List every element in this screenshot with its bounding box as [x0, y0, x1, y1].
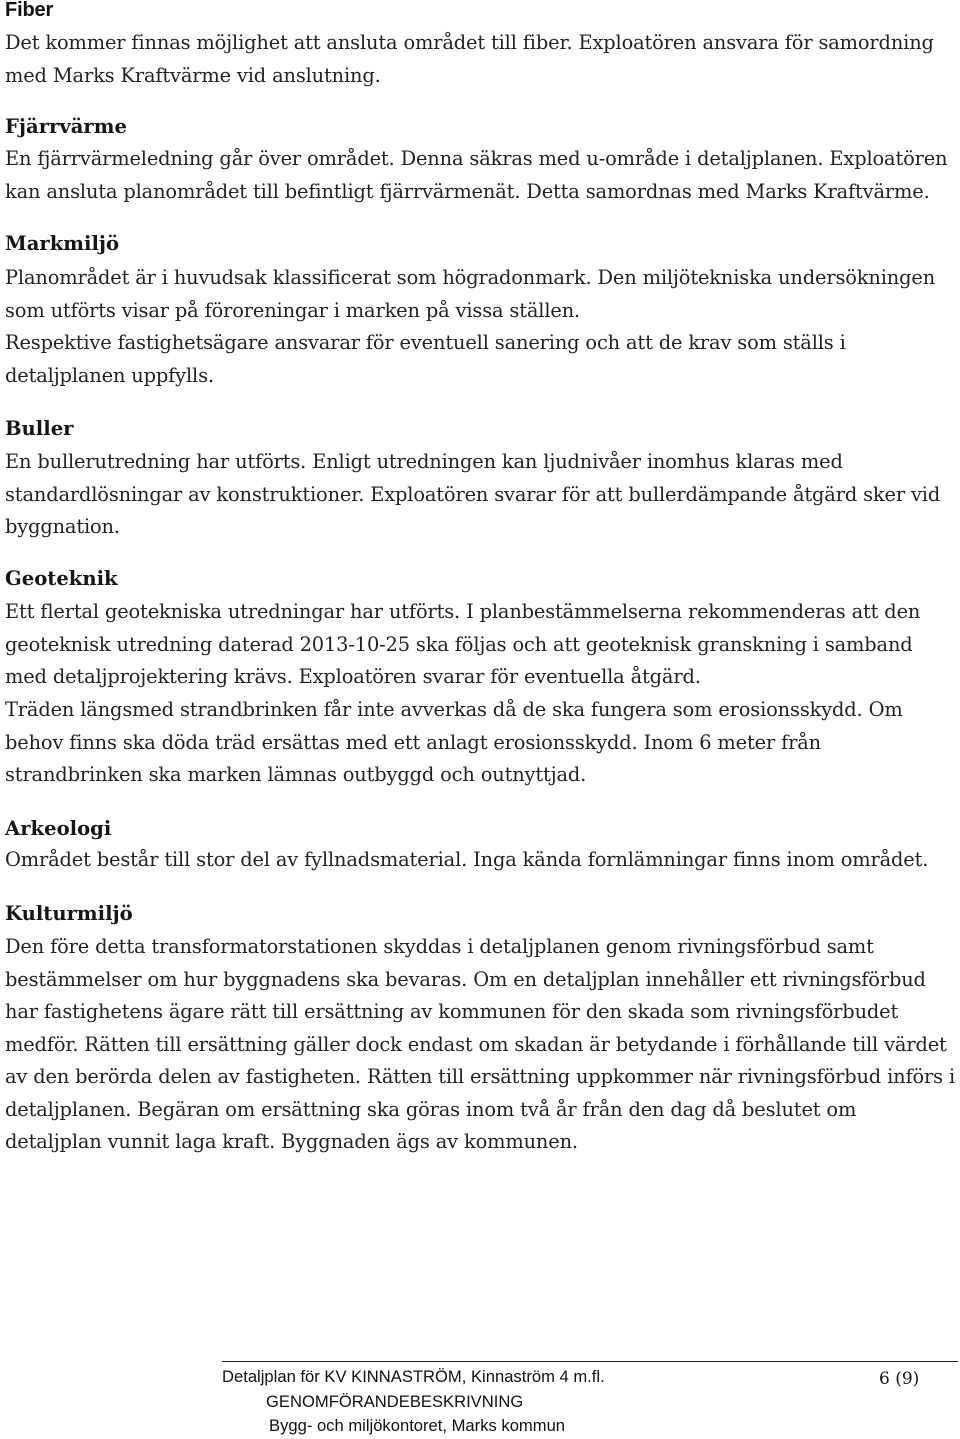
heading-fiber: Fiber — [5, 0, 54, 21]
footer-plan-title: Detaljplan för KV KINNASTRÖM, Kinnaström 4 m.fl. — [222, 1367, 605, 1386]
footer-document-type: GENOMFÖRANDEBESKRIVNING — [266, 1392, 524, 1411]
heading-kulturmiljo: Kulturmiljö — [5, 902, 133, 925]
paragraph-buller: En bullerutredning har utförts. Enligt utredningen kan ljudnivåer inomhus klaras med standardlösningar av konstruktioner. Exploatören svarar för att bullerdämpande åtgärd sker vid byggnation. — [5, 450, 941, 538]
paragraph-markmiljo-2: Respektive fastighetsägare ansvarar för eventuell sanering och att de krav som ställs i detaljplanen uppfylls. — [5, 331, 846, 387]
page-number: 6 (9) — [879, 1369, 920, 1389]
footer-office: Bygg- och miljökontoret, Marks kommun — [269, 1416, 566, 1435]
heading-fjarrvarme: Fjärrvärme — [5, 115, 127, 138]
heading-geoteknik: Geoteknik — [5, 567, 118, 590]
paragraph-arkeologi: Området består till stor del av fyllnadsmaterial. Inga kända fornlämningar finns inom området. — [5, 848, 929, 871]
paragraph-geoteknik-2: Träden längsmed strandbrinken får inte avverkas då de ska fungera som erosionsskydd. Om behov finns ska döda träd ersättas med ett anlagt erosionsskydd. Inom 6 meter från strandbrinken ska marken lämnas outbyggd och outnyttjad. — [5, 698, 903, 786]
footer-divider — [222, 1361, 958, 1362]
heading-buller: Buller — [5, 417, 74, 440]
paragraph-fiber: Det kommer finnas möjlighet att ansluta området till fiber. Exploatören ansvara för samordning med Marks Kraftvärme vid anslutning. — [5, 31, 934, 87]
paragraph-markmiljo-1: Planområdet är i huvudsak klassificerat som högradonmark. Den miljötekniska undersökningen som utförts visar på föroreningar i marken på vissa ställen. — [5, 266, 936, 322]
heading-markmiljo: Markmiljö — [5, 232, 120, 255]
paragraph-kulturmiljo: Den före detta transformatorstationen skyddas i detaljplanen genom rivningsförbud samt bestämmelser om hur byggnadens ska bevaras. Om en detaljplan innehåller ett rivningsförbud har fastighetens ägare rätt till ersättning av kommunen för den skada som rivningsförbudet medför. Rätten till ersättning gäller dock endast om skadan är betydande i förhållande till värdet av den berörda delen av fastigheten. Rätten till ersättning uppkommer när rivningsförbud införs i detaljplanen. Begäran om ersättning ska göras inom två år från den dag då beslutet om detaljplan vunnit laga kraft. Byggnaden ägs av kommunen. — [5, 935, 956, 1153]
paragraph-geoteknik-1: Ett flertal geotekniska utredningar har utförts. I planbestämmelserna rekommenderas att den geoteknisk utredning daterad 2013-10-25 ska följas och att geoteknisk granskning i samband med detaljprojektering krävs. Exploatören svarar för eventuella åtgärd. — [5, 600, 921, 688]
heading-arkeologi: Arkeologi — [5, 817, 112, 840]
paragraph-fjarrvarme: En fjärrvärmeledning går över området. Denna säkras med u-område i detaljplanen. Exploatören kan ansluta planområdet till befintligt fjärrvärmenät. Detta samordnas med Marks Kraftvärme. — [5, 147, 948, 203]
